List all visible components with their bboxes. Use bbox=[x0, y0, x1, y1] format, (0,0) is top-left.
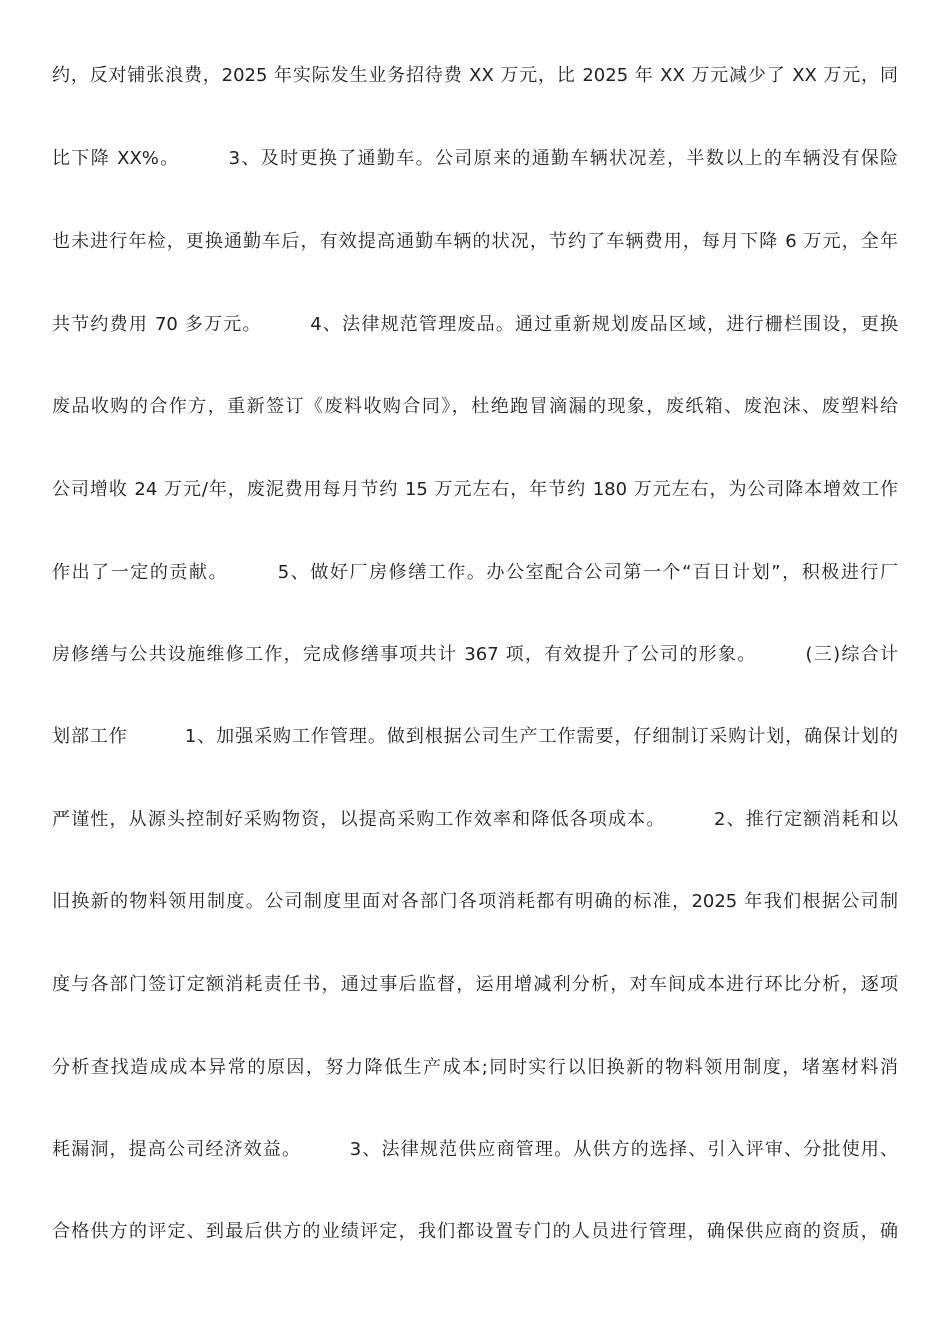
text-line-10: 严谨性，从源头控制好采购物资，以提高采购工作效率和降低各项成本。 2、推行定额消耗和以 bbox=[52, 809, 898, 830]
text-line-14: 耗漏洞，提高公司经济效益。 3、法律规范供应商管理。从供方的选择、引入评审、分批使用、 bbox=[52, 1139, 898, 1160]
text-line-1: 约，反对铺张浪费，2025 年实际发生业务招待费 XX 万元，比 2025 年 XX 万元减少了 XX 万元，同 bbox=[52, 65, 898, 86]
text-line-8: 房修缮与公共设施维修工作，完成修缮事项共计 367 项，有效提升了公司的形象。 (三)综合计 bbox=[52, 644, 898, 665]
text-line-15: 合格供方的评定、到最后供方的业绩评定，我们都设置专门的人员进行管理，确保供应商的资质，确 bbox=[52, 1221, 898, 1242]
text-line-5: 废品收购的合作方，重新签订《废料收购合同》，杜绝跑冒滴漏的现象，废纸箱、废泡沫、废塑料给 bbox=[52, 396, 898, 417]
text-line-9: 划部工作 1、加强采购工作管理。做到根据公司生产工作需要，仔细制订采购计划，确保计划的 bbox=[52, 726, 898, 747]
text-line-3: 也未进行年检，更换通勤车后，有效提高通勤车辆的状况，节约了车辆费用，每月下降 6 万元，全年 bbox=[52, 231, 898, 252]
text-line-6: 公司增收 24 万元/年，废泥费用每月节约 15 万元左右，年节约 180 万元左右，为公司降本增效工作 bbox=[52, 479, 898, 500]
text-line-11: 旧换新的物料领用制度。公司制度里面对各部门各项消耗都有明确的标准，2025 年我们根据公司制 bbox=[52, 891, 898, 912]
text-line-7: 作出了一定的贡献。 5、做好厂房修缮工作。办公室配合公司第一个“百日计划”，积极进行厂 bbox=[52, 562, 898, 583]
text-line-13: 分析查找造成成本异常的原因，努力降低生产成本;同时实行以旧换新的物料领用制度，堵塞材料消 bbox=[52, 1057, 898, 1078]
text-line-2: 比下降 XX%。 3、及时更换了通勤车。公司原来的通勤车辆状况差，半数以上的车辆没有保险 bbox=[52, 148, 898, 169]
text-line-4: 共节约费用 70 多万元。 4、法律规范管理废品。通过重新规划废品区域，进行栅栏围设，更换 bbox=[52, 314, 898, 335]
text-line-12: 度与各部门签订定额消耗责任书，通过事后监督，运用增减利分析，对车间成本进行环比分析，逐项 bbox=[52, 974, 898, 995]
